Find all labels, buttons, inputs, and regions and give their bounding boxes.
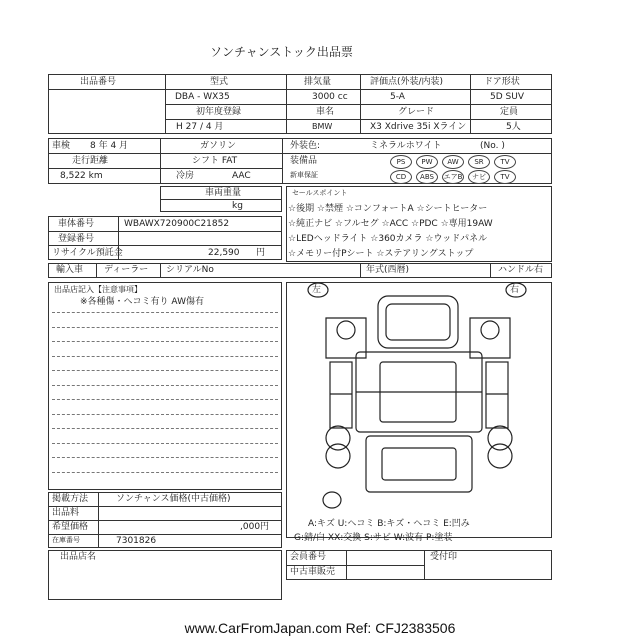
diagram-right-label: 右: [510, 285, 520, 295]
equip-option: AW: [442, 155, 464, 169]
capacity-value: 5人: [506, 122, 521, 132]
weight-label: 車両重量: [205, 188, 242, 198]
chassis-value: WBAWX720900C21852: [124, 219, 230, 229]
equip-option: TV: [494, 170, 516, 184]
note-line: [52, 443, 278, 444]
listing-method-label: 掲載方法: [52, 494, 89, 504]
doors-value: 5D SUV: [490, 92, 524, 102]
note-line: [52, 356, 278, 357]
equip-option: ABS: [416, 170, 438, 184]
color-no-value: (No. ): [480, 141, 505, 151]
inspection-label: 車検: [52, 141, 71, 151]
lot-label: 出品番号: [80, 77, 117, 87]
exterior-color-value: ミネラルホワイト: [370, 141, 442, 151]
transfer-label: 中古車販売: [290, 567, 336, 577]
displacement-value: 3000 cc: [312, 92, 348, 102]
inspection-value: 8 年 4 月: [90, 141, 129, 151]
capacity-label: 定員: [500, 107, 519, 117]
import-label: 輸入車: [56, 265, 84, 275]
diagram-left-label: 左: [312, 285, 322, 295]
sales-point-label: セールスポイント: [292, 189, 348, 197]
member-label: 会員番号: [290, 552, 327, 562]
weight-unit: kg: [232, 201, 243, 211]
car-diagram-icon: [286, 282, 552, 516]
ac-value: AAC: [232, 171, 251, 181]
equip-option: PW: [416, 155, 438, 169]
grade-score-value: 5-A: [390, 92, 405, 102]
grade-value: X3 Xdrive 35i Xライン: [370, 122, 467, 132]
notes-text: ※各種傷・ヘコミ有り AW傷有: [80, 297, 204, 307]
note-line: [52, 385, 278, 386]
listing-method-value: ソンチャンス価格(中古価格): [116, 494, 231, 504]
footer-watermark: www.CarFromJapan.com Ref: CFJ2383506: [184, 620, 456, 636]
equip-option: PS: [390, 155, 412, 169]
notes-label: 出品店記入【注意事項】: [54, 285, 142, 294]
grade-label: グレード: [398, 107, 435, 117]
note-line: [52, 312, 278, 313]
reg-no-label: 登録番号: [58, 234, 95, 244]
grade-score-label: 評価点(外装/内装): [370, 77, 444, 87]
stock-label: 在庫番号: [52, 536, 80, 544]
mileage-label: 走行距離: [72, 156, 109, 166]
dealer-value: ディーラー: [104, 265, 149, 275]
make-value: BMW: [312, 122, 333, 131]
sales-point-1: ☆後期 ☆禁煙 ☆コンフォートA ☆シートヒーター: [288, 204, 488, 214]
note-line: [52, 327, 278, 328]
sheet-title: ソンチャンストック出品票: [210, 45, 353, 59]
equip-option: ナビ: [468, 170, 490, 184]
note-line: [52, 472, 278, 473]
shift-label: シフト FAT: [192, 156, 238, 166]
ac-label: 冷房: [176, 171, 195, 181]
equip-option: CD: [390, 170, 412, 184]
stock-value: 7301826: [116, 536, 157, 546]
exterior-color-label: 外装色:: [290, 141, 321, 151]
equip-option: TV: [494, 155, 516, 169]
equip-label: 装備品: [290, 156, 318, 166]
fee-label: 出品料: [52, 508, 80, 518]
sales-point-2: ☆純正ナビ ☆フルセグ ☆ACC ☆PDC ☆専用19AW: [288, 219, 493, 229]
note-line: [52, 341, 278, 342]
note-line: [52, 428, 278, 429]
model-label: 型式: [210, 77, 229, 87]
recycle-value: 22,590: [208, 248, 240, 258]
handle-label: ハンドル右: [498, 265, 544, 275]
note-line: [52, 370, 278, 371]
first-reg-label: 初年度登録: [196, 107, 242, 117]
fuel-value: ガソリン: [200, 141, 237, 151]
notes-box: [48, 282, 282, 490]
first-reg-value: H 27 / 4 月: [176, 122, 224, 132]
equip-option: エアB: [442, 170, 464, 184]
displacement-label: 排気量: [304, 77, 332, 87]
recycle-label: リサイクル預託金: [52, 248, 123, 258]
model-value: DBA - WX35: [175, 92, 230, 102]
model-year-label: 年式(西暦): [366, 265, 410, 275]
shop-label: 出品店名: [60, 552, 97, 562]
note-line: [52, 414, 278, 415]
new-car-warranty-label: 新車保証: [290, 171, 318, 179]
equip-option: SR: [468, 155, 490, 169]
note-line: [52, 457, 278, 458]
reception-label: 受付印: [430, 552, 458, 562]
sales-point-3: ☆LEDヘッドライト ☆360カメラ ☆ウッドパネル: [288, 234, 488, 244]
chassis-label: 車体番号: [58, 219, 95, 229]
sales-point-4: ☆メモリー付Pシート ☆ステアリングストップ: [288, 249, 474, 259]
legend-line-1: A:キズ U:ヘコミ B:キズ・ヘコミ E:凹み: [308, 519, 470, 529]
make-label: 車名: [316, 107, 335, 117]
note-line: [52, 399, 278, 400]
serial-label: シリアルNo: [166, 265, 214, 275]
min-price-label: 希望価格: [52, 522, 89, 532]
min-price-value: ,000円: [240, 522, 270, 532]
recycle-unit: 円: [256, 248, 266, 258]
mileage-value: 8,522 km: [60, 171, 103, 181]
legend-line-2: G:錆/白 XX:交換 S:サビ W:波有 P:塗装: [294, 533, 453, 543]
doors-label: ドア形状: [484, 77, 520, 87]
